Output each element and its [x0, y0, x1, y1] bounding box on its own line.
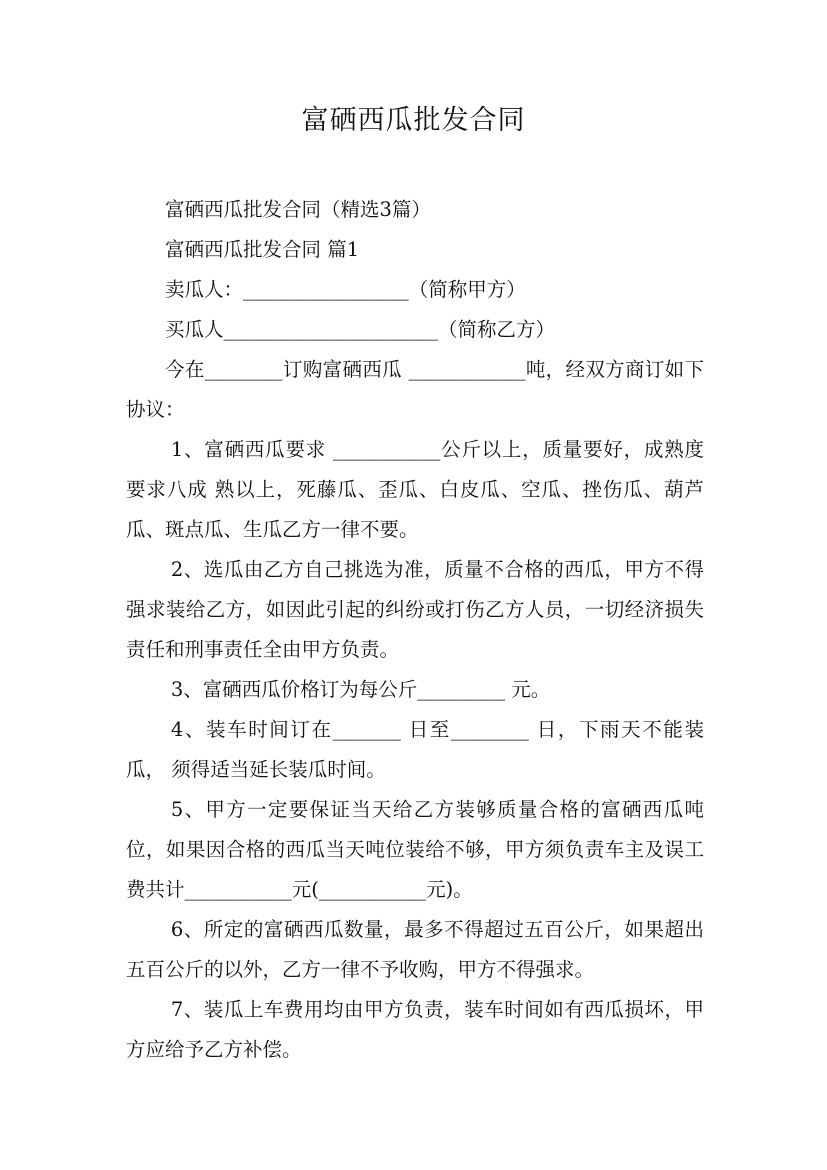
- paragraph-clause-7: 7、装瓜上车费用均由甲方负责，装车时间如有西瓜损坏，甲方应给予乙方补偿。: [126, 998, 704, 1061]
- paragraph-clause-6: 6、所定的富硒西瓜数量，最多不得超过五百公斤，如果超出五百公斤的以外，乙方一律不予收购，甲方不得强求。: [126, 918, 704, 981]
- paragraph-clause-4: 4、装车时间订在_______ 日至________ 日，下雨天不能装瓜， 须得适当延长装瓜时间。: [126, 718, 704, 781]
- paragraph-clause-1: 1、富硒西瓜要求 ___________公斤以上，质量要好，成熟度要求八成 熟以上，死藤瓜、歪瓜、白皮瓜、空瓜、挫伤瓜、葫芦瓜、斑点瓜、生瓜乙方一律不要。: [126, 438, 704, 541]
- document-body: [126, 190, 704, 1070]
- paragraph-clause-2: 2、选瓜由乙方自己挑选为准，质量不合格的西瓜，甲方不得强求装给乙方，如因此引起的纠纷或打伤乙方人员，一切经济损失责任和刑事责任全由甲方负责。: [126, 558, 704, 661]
- paragraph-clause-5: 5、甲方一定要保证当天给乙方装够质量合格的富硒西瓜吨位，如果因合格的西瓜当天吨位装给不够，甲方须负责车主及误工费共计___________元(___________元)。: [126, 798, 704, 901]
- paragraph-intro: 今在________订购富硒西瓜 ____________吨，经双方商订如下协议：: [126, 358, 704, 421]
- paragraph-subtitle: 富硒西瓜批发合同（精选3篇）: [165, 198, 431, 221]
- paragraph-clause-3: 3、富硒西瓜价格订为每公斤_________ 元。: [170, 678, 551, 701]
- paragraph-section-heading: 富硒西瓜批发合同 篇1: [165, 238, 360, 261]
- document-title: 富硒西瓜批发合同: [301, 105, 526, 136]
- paragraph-buyer: 买瓜人______________________（简称乙方）: [165, 318, 556, 341]
- paragraph-seller: 卖瓜人：_________________（简称甲方）: [165, 278, 526, 301]
